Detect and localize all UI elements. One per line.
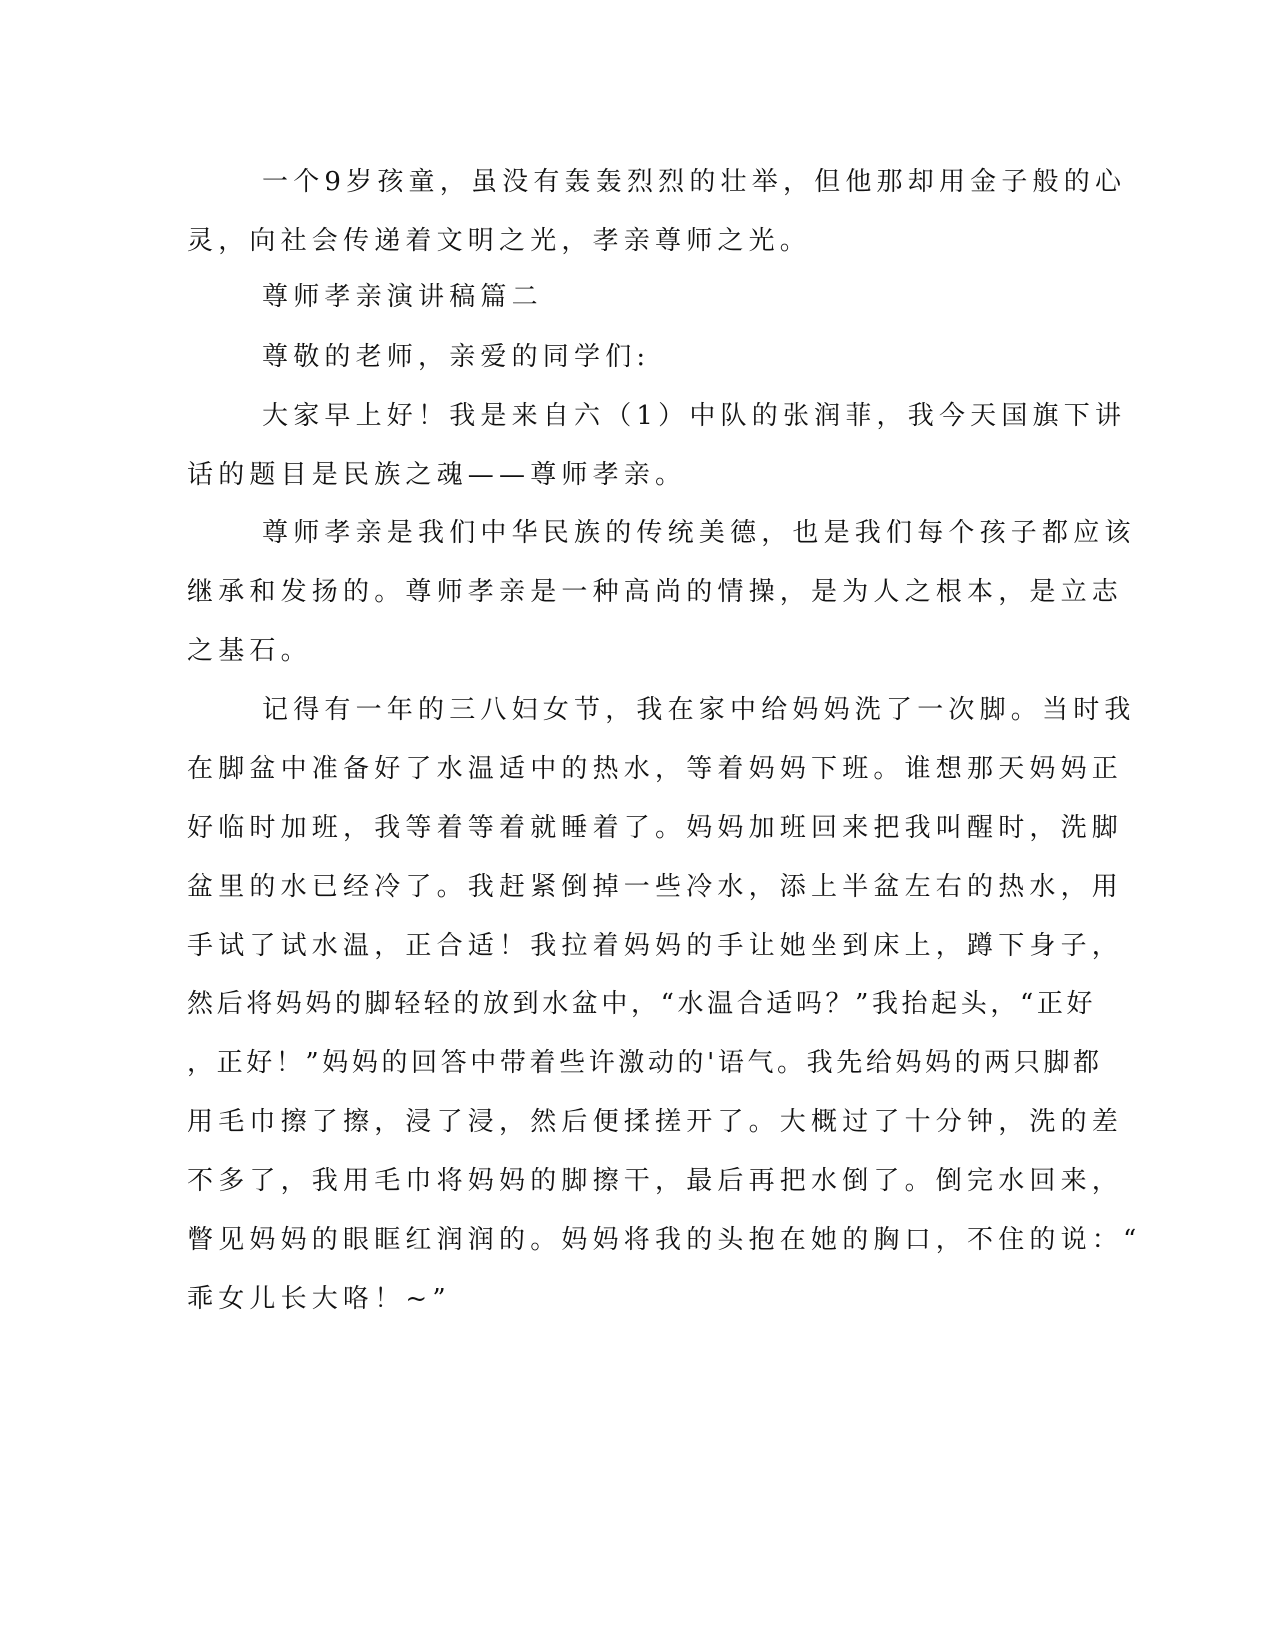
paragraph-4-line-1: 记得有一年的三八妇女节，我在家中给妈妈洗了一次脚。当时我 bbox=[262, 695, 1136, 725]
paragraph-4-line-9: 不多了，我用毛巾将妈妈的脚擦干，最后再把水倒了。倒完水回来， bbox=[187, 1166, 1124, 1196]
section-heading: 尊师孝亲演讲稿篇二 bbox=[262, 282, 543, 312]
paragraph-4-line-10: 瞥见妈妈的眼眶红润润的。妈妈将我的头抱在她的胸口，不住的说：“ bbox=[187, 1225, 1142, 1255]
paragraph-4-line-2: 在脚盆中准备好了水温适中的热水，等着妈妈下班。谁想那天妈妈正 bbox=[187, 754, 1124, 784]
paragraph-3-line-1: 尊师孝亲是我们中华民族的传统美德，也是我们每个孩子都应该 bbox=[262, 518, 1136, 548]
salutation: 尊敬的老师，亲爱的同学们: bbox=[262, 342, 651, 372]
paragraph-4-line-5: 手试了试水温，正合适！我拉着妈妈的手让她坐到床上，蹲下身子， bbox=[187, 931, 1124, 961]
paragraph-4-line-3: 好临时加班，我等着等着就睡着了。妈妈加班回来把我叫醒时，洗脚 bbox=[187, 813, 1124, 843]
paragraph-3-line-3: 之基石。 bbox=[187, 636, 312, 666]
paragraph-1-line-2: 灵，向社会传递着文明之光，孝亲尊师之光。 bbox=[187, 226, 812, 256]
paragraph-4-line-8: 用毛巾擦了擦，浸了浸，然后便揉搓开了。大概过了十分钟，洗的差 bbox=[187, 1107, 1124, 1137]
paragraph-4-line-4: 盆里的水已经冷了。我赶紧倒掉一些冷水，添上半盆左右的热水，用 bbox=[187, 872, 1124, 902]
paragraph-2-line-2: 话的题目是民族之魂——尊师孝亲。 bbox=[187, 460, 687, 490]
paragraph-4-line-7: ，正好！”妈妈的回答中带着些许激动的'语气。我先给妈妈的两只脚都 bbox=[187, 1048, 1103, 1078]
paragraph-1-line-1: 一个9岁孩童，虽没有轰轰烈烈的壮举，但他那却用金子般的心 bbox=[262, 167, 1127, 197]
paragraph-3-line-2: 继承和发扬的。尊师孝亲是一种高尚的情操，是为人之根本，是立志 bbox=[187, 577, 1124, 607]
paragraph-4-line-6: 然后将妈妈的脚轻轻的放到水盆中，“水温合适吗？”我抬起头，“正好 bbox=[187, 989, 1097, 1019]
paragraph-4-line-11: 乖女儿长大咯！~” bbox=[187, 1284, 451, 1314]
paragraph-2-line-1: 大家早上好！我是来自六（1）中队的张润菲，我今天国旗下讲 bbox=[262, 401, 1127, 431]
